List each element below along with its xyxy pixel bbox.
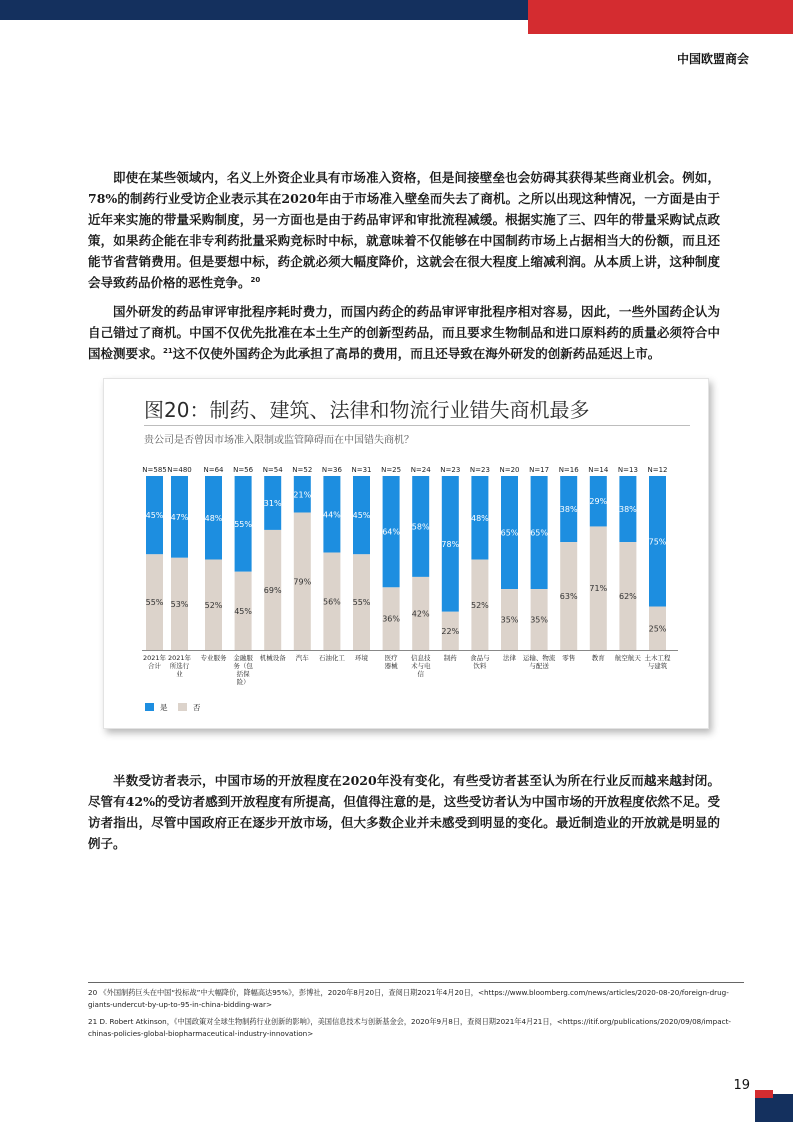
footnote-text[interactable]: 《外国制药巨头在中国“投标战”中大幅降价，降幅高达95%》，彭博社，2020年8月20日，查阅日期2021年4月20日，<https://www.bloomberg.com/news/articles/2020-08-20/foreign-drug-giants-undercut-by-up-to-95-in-china-bidding-war>	[88, 988, 729, 1009]
data-label-no: 71%	[589, 584, 608, 594]
org-name: 中国欧盟商会	[676, 52, 749, 66]
data-label-yes: 65%	[500, 528, 519, 538]
data-label-no: 55%	[352, 598, 371, 608]
category-label: 零售	[562, 654, 576, 662]
n-label: N=54	[262, 466, 283, 474]
footnote-ref-21[interactable]: 21	[163, 346, 173, 355]
category-label: 2021年	[167, 654, 192, 662]
n-label: N=14	[588, 466, 609, 474]
data-label-yes: 48%	[204, 513, 223, 523]
data-label-yes: 31%	[263, 498, 282, 508]
footnote-21	[88, 1016, 744, 1039]
n-label: N=31	[351, 466, 372, 474]
header-navy-band	[0, 0, 528, 20]
data-label-no: 55%	[145, 598, 164, 608]
category-label: 器械	[384, 662, 398, 670]
n-label: N=12	[647, 466, 668, 474]
footnote-divider	[88, 982, 744, 983]
stacked-bar-chart	[104, 379, 708, 728]
paragraph-2-tail: 这不仅使外国药企为此承担了高昂的费用，而且还导致在海外研发的创新药品延迟上市。	[172, 346, 661, 361]
legend-swatch-no	[178, 703, 187, 711]
category-label: 与建筑	[647, 662, 668, 670]
footnotes	[88, 987, 744, 1045]
data-label-yes: 38%	[559, 505, 578, 515]
footer-navy-block	[755, 1094, 793, 1122]
data-label-no: 53%	[170, 599, 189, 609]
n-label: N=585	[142, 466, 167, 474]
category-label: 专业服务	[200, 654, 227, 662]
data-label-yes: 55%	[234, 519, 252, 529]
category-label: 金融服	[233, 654, 253, 662]
n-label: N=25	[381, 466, 402, 474]
category-label: 石油化工	[318, 654, 345, 662]
n-label: N=20	[499, 466, 520, 474]
category-label: 机械设备	[259, 654, 286, 662]
category-label: 环境	[355, 654, 368, 662]
data-label-no: 79%	[293, 577, 312, 587]
legend-label-no: 否	[193, 703, 201, 712]
footnote-ref-20[interactable]: 20	[250, 275, 261, 284]
category-label: 航空航天	[614, 654, 641, 662]
paragraph-1-text: 即使在某些领域内，名义上外资企业具有市场准入资格，但是间接壁垒也会妨碍其获得某些商业机会。例如，78%的制药行业受访企业表示其在2020年由于市场准入壁垒而失去了商机。之所以出现这种情况，一方面是由于近年来实施的带量采购制度，另一方面也是由于药品审评和审批流程减缓。根据实施了三、四年的带量采购试点政策，如果药企能在非专利药批量采购竞标时中标，就意味着不仅能够在中国制药市场上占据相当大的份额，而且还能节省营销费用。但是要想中标，药企就必须大幅度降价，这就会在很大程度上缩减利润。从本质上讲，这种制度会导致药品价格的恶性竞争。	[88, 170, 720, 290]
category-label: 2021年	[142, 654, 167, 662]
category-label: 合计	[148, 662, 161, 670]
data-label-no: 63%	[559, 592, 578, 602]
figure-subtitle: 贵公司是否曾因市场准入限制或监管障碍而在中国错失商机？	[144, 435, 414, 446]
category-label: 括保	[236, 670, 250, 678]
category-label: 土木工程	[644, 654, 671, 662]
data-label-no: 35%	[530, 615, 548, 625]
data-label-yes: 21%	[293, 490, 312, 500]
data-label-no: 69%	[263, 585, 282, 595]
footnote-text[interactable]: D. Robert Atkinson，《中国政策对全球生物制药行业创新的影响》，美国信息技术与创新基金会，2020年9月8日，查阅日期2021年4月21日，<https://itif.org/publications/2020/09/08/impact-chinas-policies-global-biopharmaceutical-industry-innovation>	[88, 1017, 731, 1038]
data-label-yes: 45%	[145, 511, 164, 521]
n-label: N=52	[292, 466, 313, 474]
figure-20	[103, 378, 709, 729]
n-label: N=23	[440, 466, 461, 474]
data-label-yes: 45%	[352, 511, 371, 521]
footnote-num: 20	[88, 988, 98, 997]
category-label: 术与电	[410, 662, 431, 670]
data-label-yes: 29%	[589, 497, 608, 507]
data-label-yes: 78%	[441, 539, 460, 549]
n-label: N=56	[233, 466, 254, 474]
footer-red-block	[755, 1090, 773, 1098]
category-label: 业	[176, 670, 183, 678]
category-label: 运输、物流	[522, 654, 556, 662]
data-label-no: 22%	[441, 626, 460, 636]
category-label: 食品与	[470, 654, 490, 662]
n-label: N=13	[617, 466, 638, 474]
data-label-no: 52%	[204, 600, 223, 610]
category-label: 饮料	[473, 662, 487, 670]
data-label-no: 45%	[234, 606, 252, 616]
data-label-no: 36%	[382, 614, 400, 624]
data-label-yes: 47%	[170, 512, 189, 522]
data-label-no: 35%	[500, 615, 519, 625]
n-label: N=16	[558, 466, 579, 474]
data-label-yes: 44%	[323, 510, 341, 520]
data-label-no: 42%	[411, 609, 430, 619]
paragraph-1	[88, 167, 720, 293]
category-label: 信	[417, 670, 424, 678]
category-label: 法律	[503, 654, 516, 662]
n-label: N=36	[321, 466, 342, 474]
data-label-yes: 64%	[382, 527, 400, 537]
paragraph-2-text: 国外研发的药品审评审批程序耗时费力，而国内药企的药品审评审批程序相对容易，因此，一些外国药企认为自己错过了商机。中国不仅优先批准在本土生产的创新型药品，而且要求生物制品和进口原料药的质量必须符合中国检测要求。	[88, 304, 720, 361]
category-label: 医疗	[384, 654, 398, 662]
category-label: 汽车	[295, 654, 309, 662]
data-label-yes: 58%	[411, 522, 430, 532]
n-label: N=24	[410, 466, 431, 474]
n-label: N=23	[469, 466, 490, 474]
figure-title: 图20：制药、建筑、法律和物流行业错失商机最多	[144, 398, 590, 422]
data-label-yes: 75%	[648, 537, 667, 547]
category-label: 信息技	[410, 654, 431, 662]
legend-swatch-yes	[145, 703, 154, 711]
data-label-no: 52%	[471, 600, 489, 610]
n-label: N=17	[529, 466, 550, 474]
data-label-yes: 65%	[530, 528, 548, 538]
legend-label-yes: 是	[160, 703, 168, 712]
n-label: N=64	[203, 466, 224, 474]
paragraph-3-text: 半数受访者表示，中国市场的开放程度在2020年没有变化，有些受访者甚至认为所在行业反而越来越封闭。尽管有42%的受访者感到开放程度有所提高，但值得注意的是，这些受访者认为中国市场的开放程度依然不足。受访者指出，尽管中国政府正在逐步开放市场，但大多数企业并未感受到明显的变化。最近制造业的开放就是明显的例子。	[88, 773, 720, 851]
page-number: 19	[733, 1078, 750, 1093]
header-red-band	[528, 0, 793, 34]
category-label: 与配送	[529, 662, 549, 670]
data-label-no: 62%	[619, 592, 637, 602]
footnote-20	[88, 987, 744, 1010]
category-label: 教育	[591, 654, 605, 662]
n-label: N=480	[167, 466, 192, 474]
category-label: 所选行	[169, 662, 190, 670]
category-label: 险）	[236, 678, 250, 686]
data-label-no: 25%	[648, 624, 667, 634]
paragraph-2	[88, 301, 720, 364]
data-label-no: 56%	[323, 597, 341, 607]
category-label: 制药	[443, 654, 457, 662]
category-label: 务（包	[233, 662, 253, 670]
footnote-num: 21	[88, 1017, 98, 1026]
data-label-yes: 48%	[471, 513, 489, 523]
data-label-yes: 38%	[619, 505, 637, 515]
paragraph-3	[88, 770, 720, 854]
